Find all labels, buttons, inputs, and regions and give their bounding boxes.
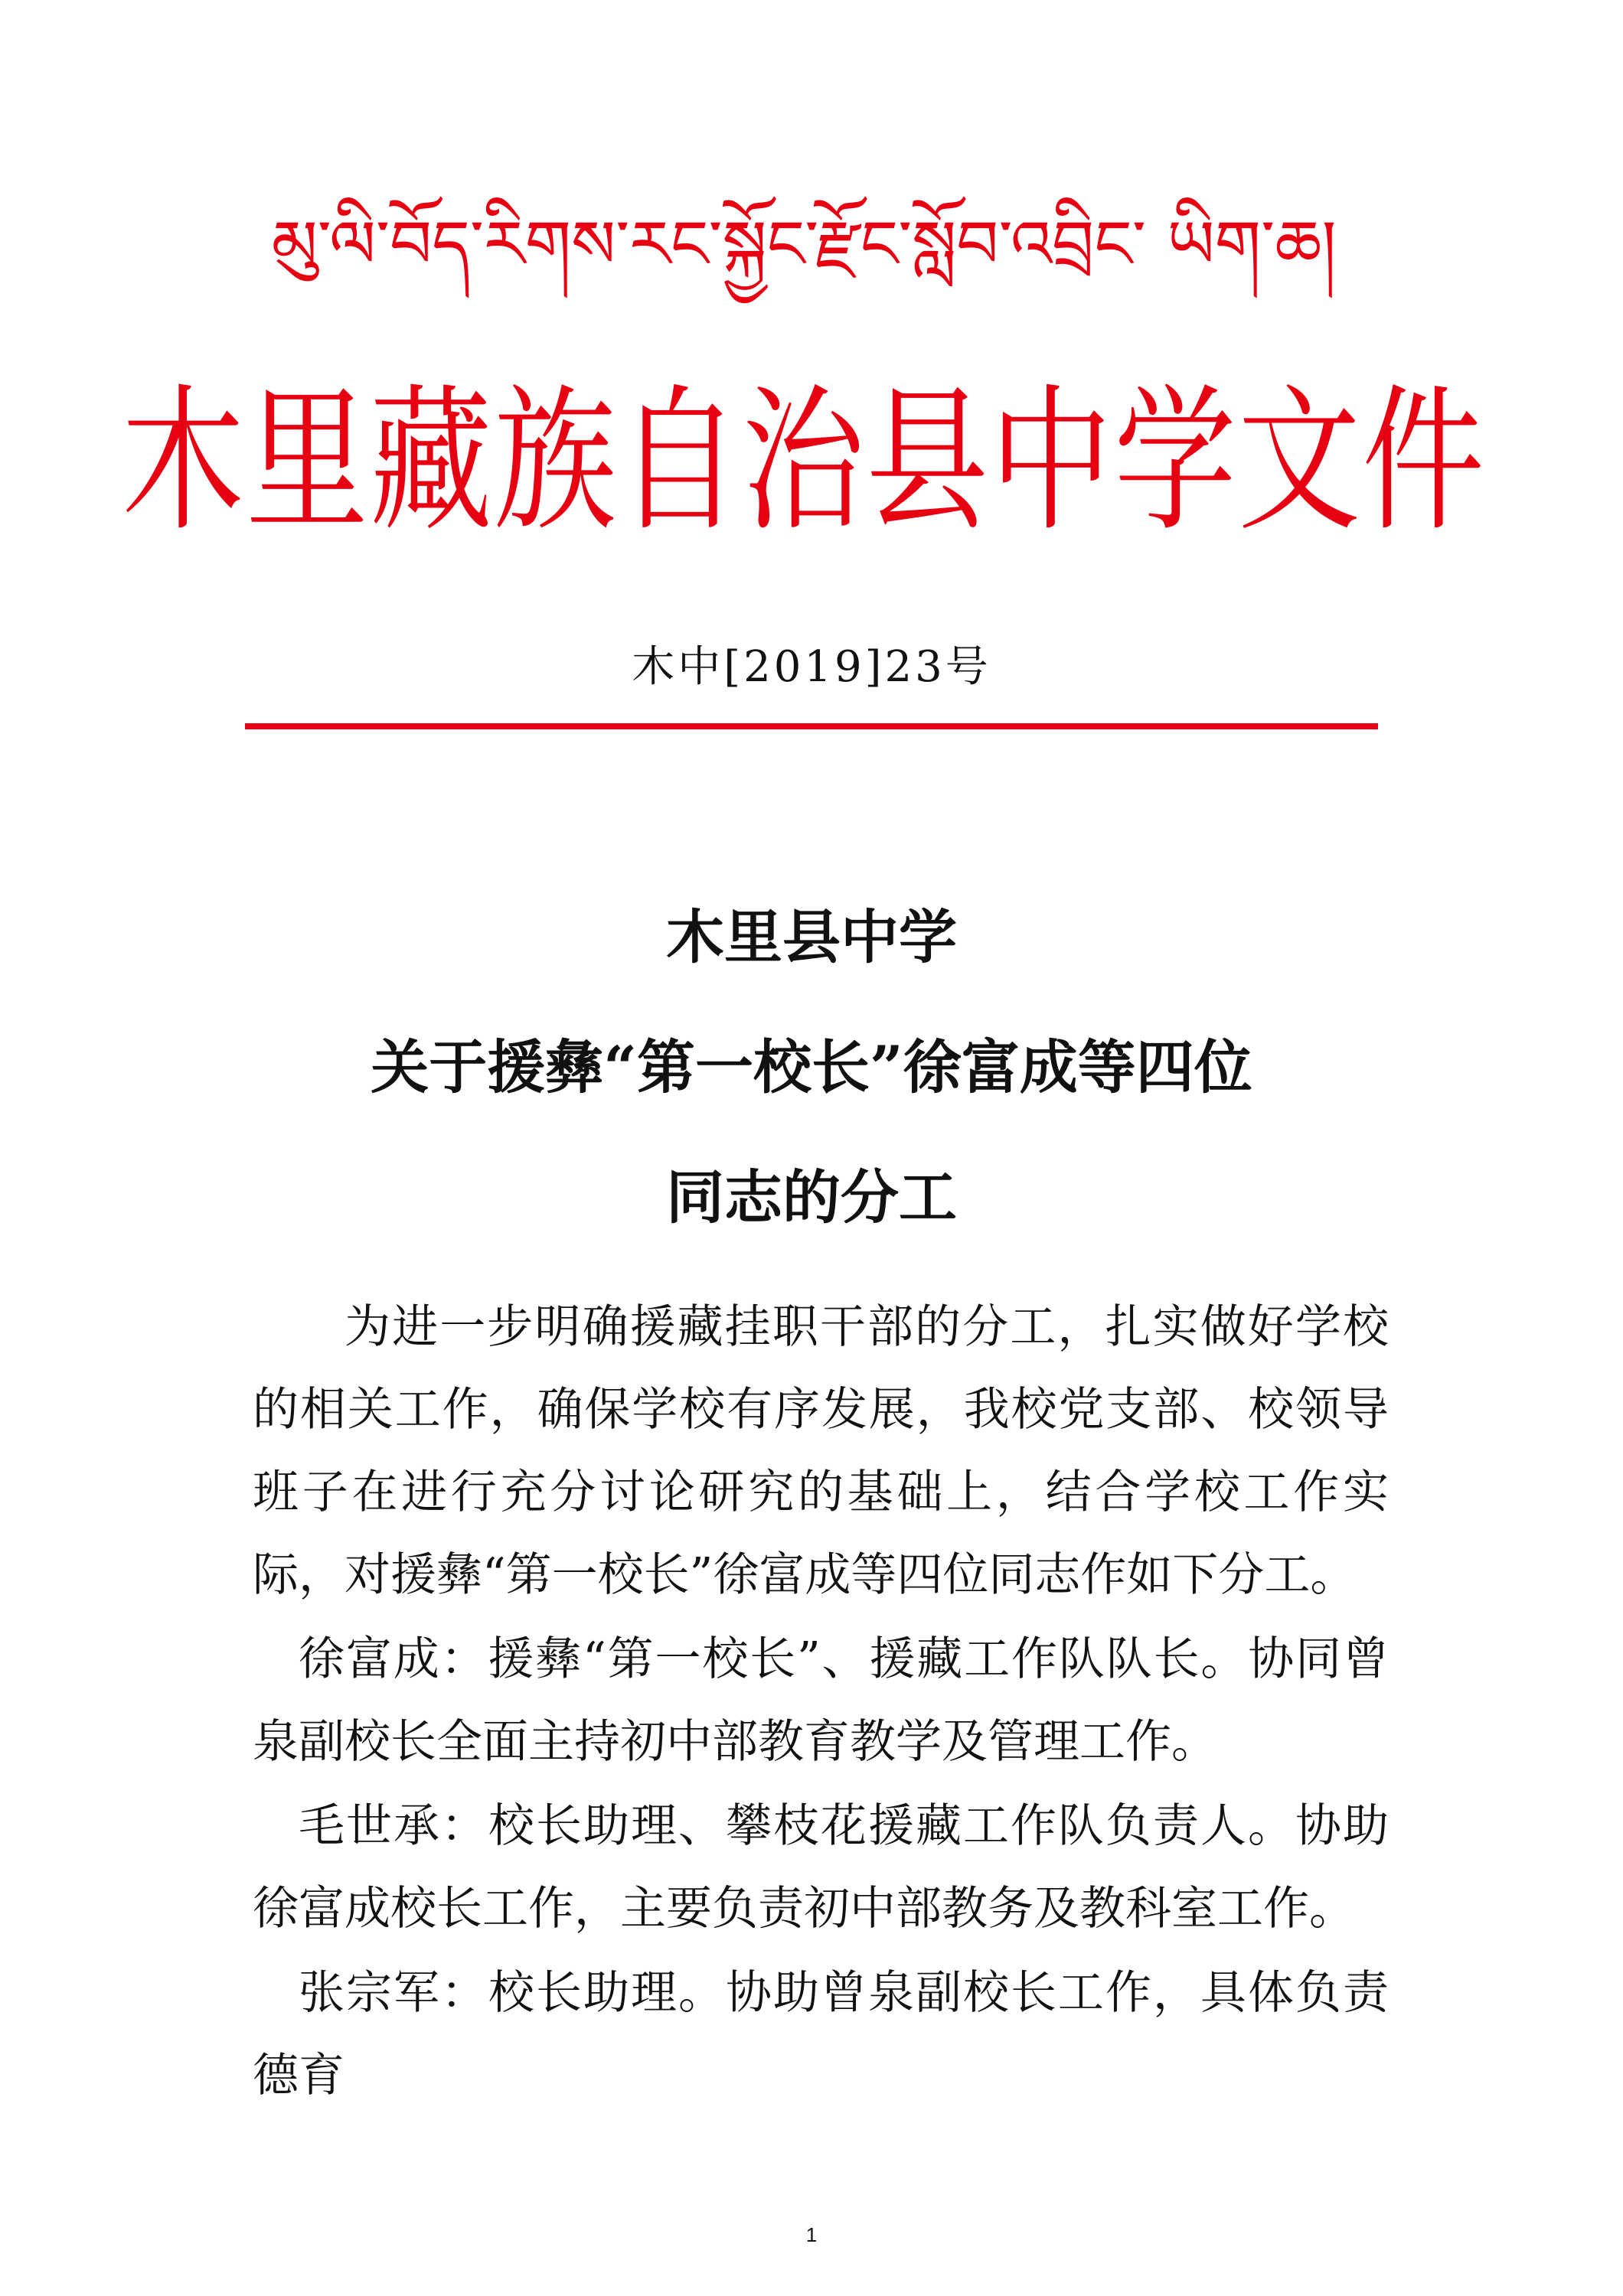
document-masthead [122, 352, 1487, 553]
red-divider [245, 723, 1378, 729]
page-number: 1 [805, 2223, 818, 2246]
document-title [230, 872, 1393, 1263]
assignment-paragraph-xu: 徐富成：援彝“第一校长”、援藏工作队队长。协同曾泉副校长全面主持初中部教育教学及管理工作。 [253, 1632, 1389, 1769]
assignment-paragraph-mao: 毛世承：校长助理、攀枝花援藏工作队负责人。协助徐富成校长工作，主要负责初中部教务及教科室工作。 [253, 1799, 1389, 1936]
document-body [253, 1286, 1389, 2118]
title-line-2: 关于援彝“第一校长”徐富成等四位 [371, 1033, 1252, 1101]
document-number: 木中[2019]23号 [632, 642, 991, 692]
title-line-1: 木里县中学 [666, 903, 957, 971]
intro-paragraph: 为进一步明确援藏挂职干部的分工，扎实做好学校的相关工作，确保学校有序发展，我校党支部、校领导班子在进行充分讨论研究的基础上，结合学校工作实际，对援彝“第一校长”徐富成等四位同志作如下分工。 [253, 1300, 1389, 1602]
tibetan-letterhead: མུ་ལི་བོད་རིགས་རང་སྐྱོང་རྫོང་སློབ་འབྲིང་ ཡིག་ཆ། [271, 207, 1337, 283]
title-line-3: 同志的分工 [666, 1163, 957, 1231]
assignment-paragraph-zhang: 张宗军：校长助理。协助曾泉副校长工作，具体负责德育 [253, 1966, 1389, 2102]
masthead-text: 木里藏族自治县中学文件 [122, 369, 1487, 553]
